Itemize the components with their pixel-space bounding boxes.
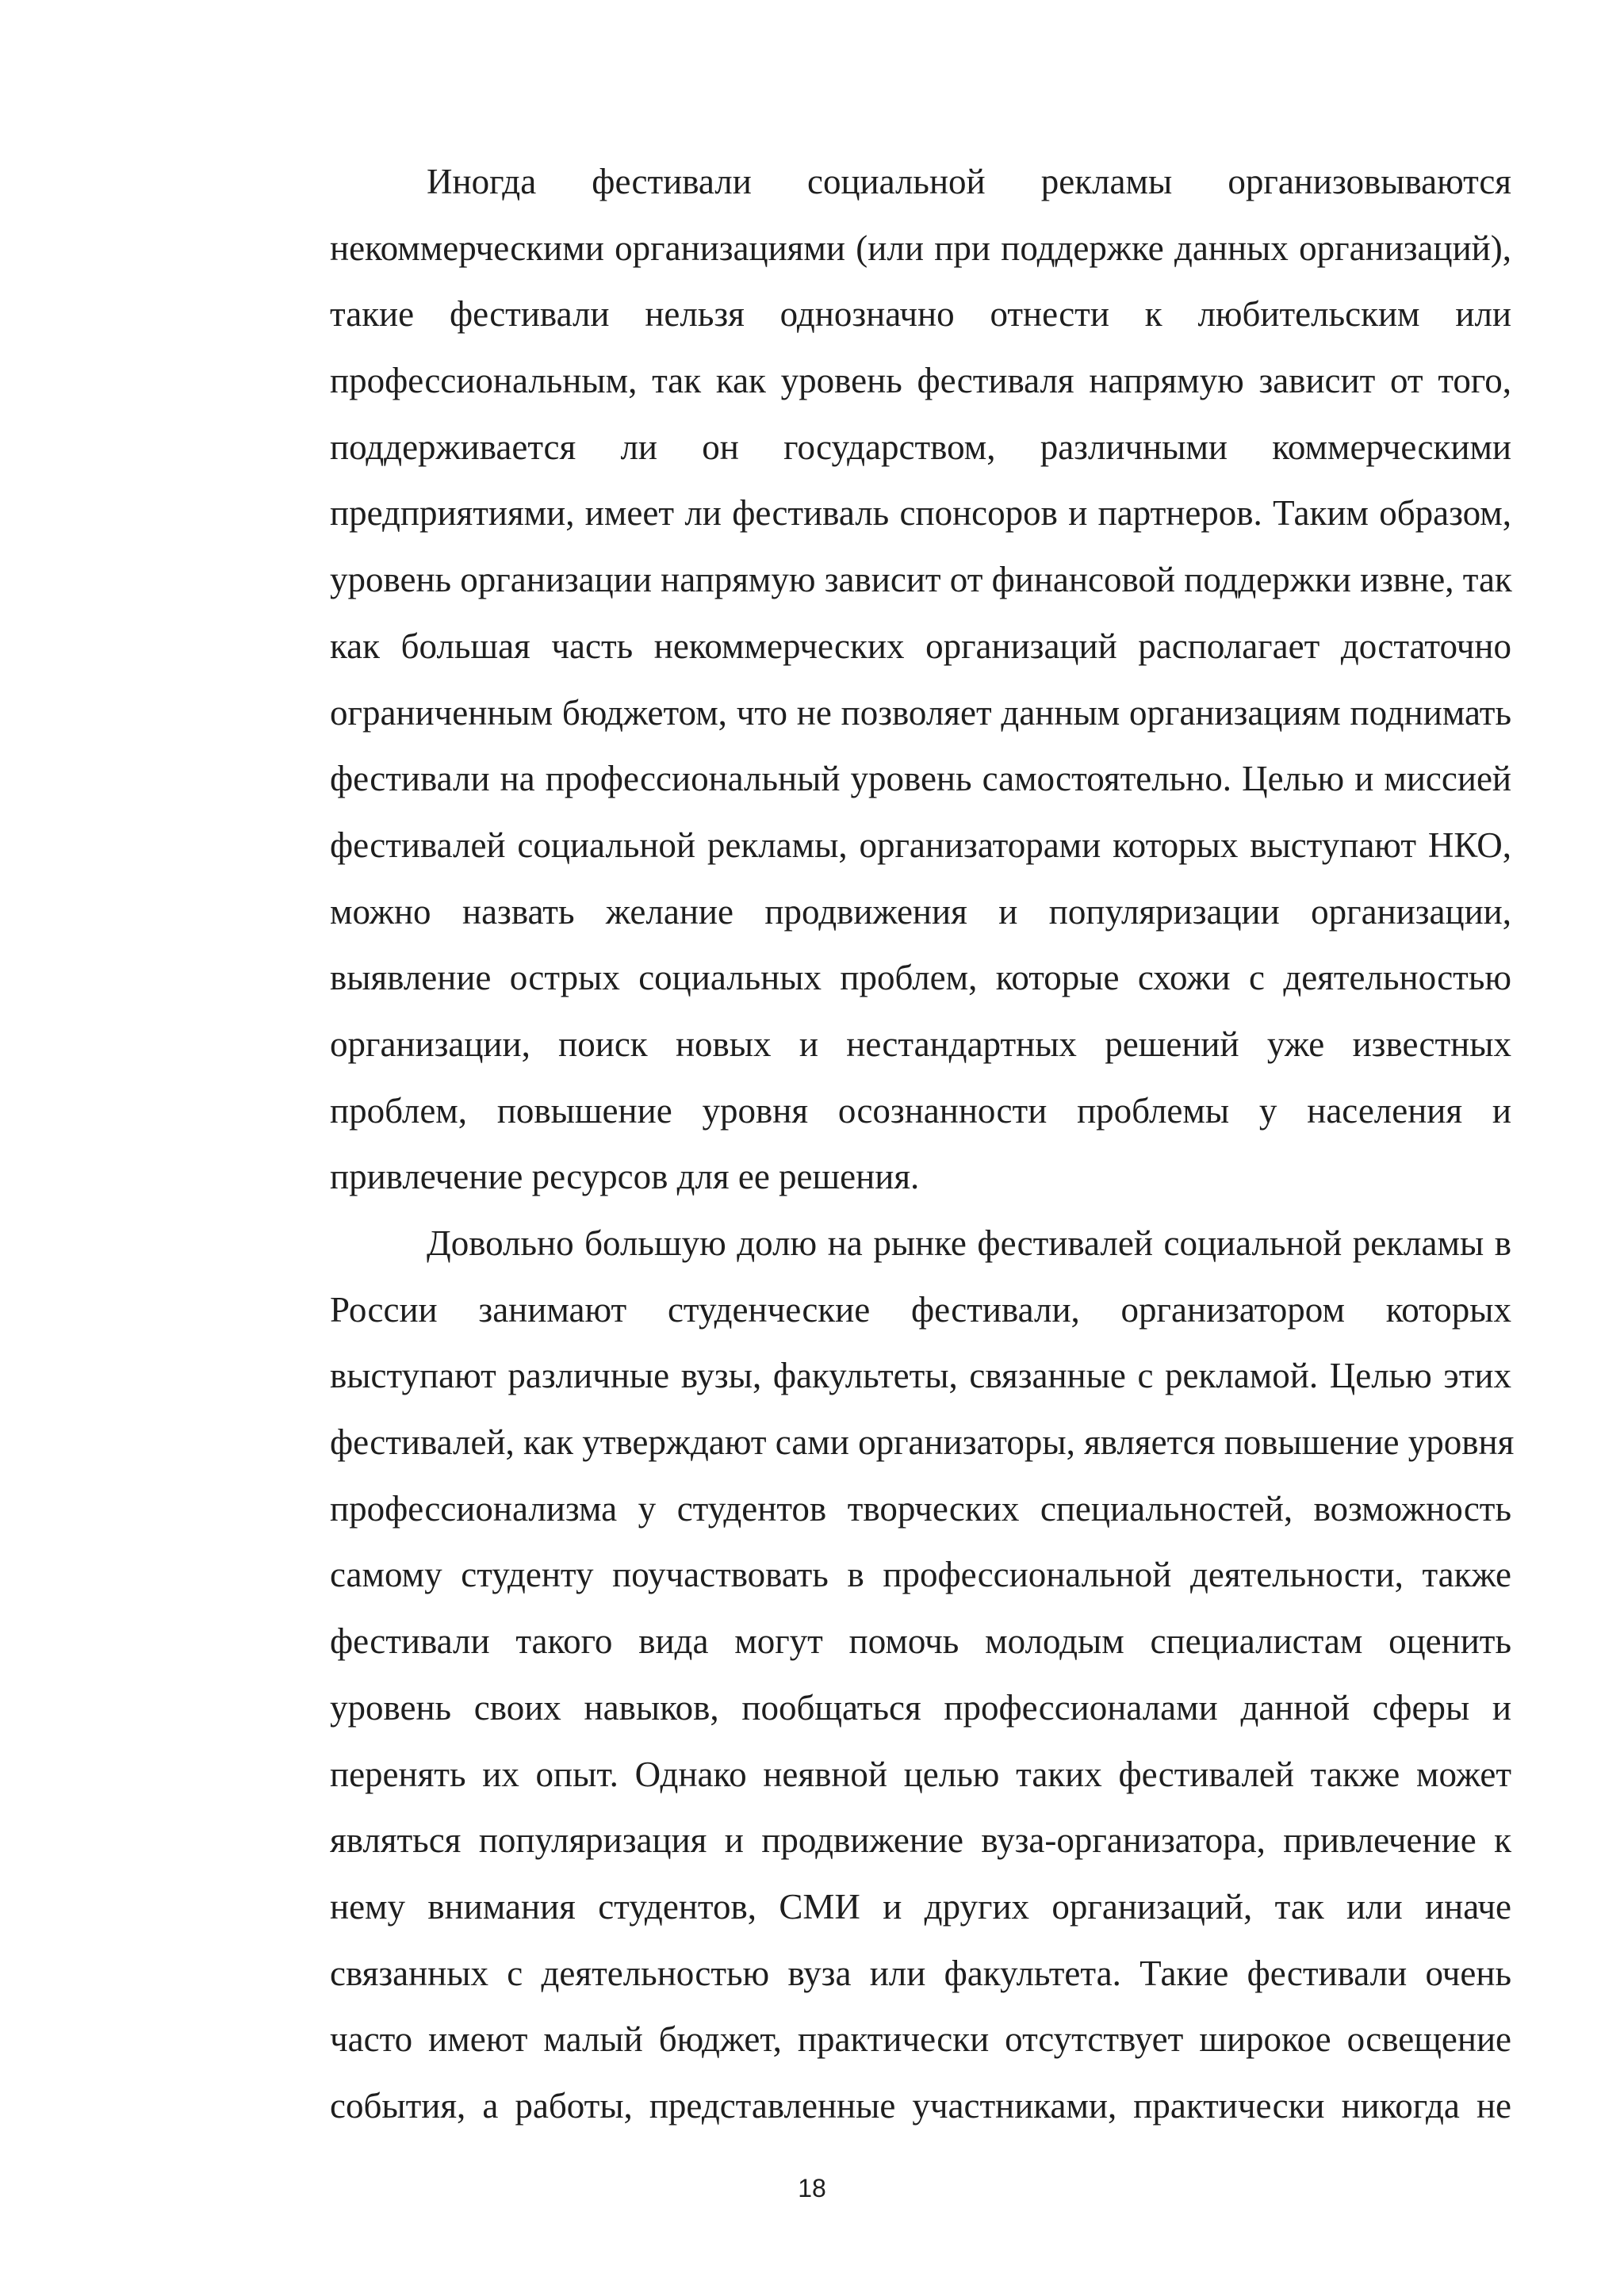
paragraph-2 — [233, 1211, 1515, 2140]
text-line: являться популяризация и продвижение вуза-организатора, привлечение к — [330, 1820, 1511, 1861]
paragraph-1 — [233, 149, 1511, 1211]
text-line: России занимают студенческие фестивали, организатором которых — [330, 1289, 1511, 1330]
text-line: уровень своих навыков, пообщаться профессионалами данной сферы и — [330, 1687, 1511, 1728]
text-line: поддерживается ли он государством, различными коммерческими — [330, 427, 1511, 467]
text-line: Иногда фестивали социальной рекламы организовываются — [427, 162, 1511, 201]
body-text — [233, 149, 1515, 2140]
text-line: нему внимания студентов, СМИ и других организаций, так или иначе — [330, 1886, 1511, 1927]
text-line: предприятиями, имеет ли фестиваль спонсоров и партнеров. Таким образом, — [330, 493, 1511, 534]
text-line: фестивалей, как утверждают сами организаторы, является повышение уровня — [330, 1422, 1515, 1463]
text-line: Довольно большую долю на рынке фестивалей социальной рекламы в — [427, 1223, 1511, 1263]
text-line: ограниченным бюджетом, что не позволяет данным организациям поднимать — [330, 692, 1511, 733]
text-line: выступают различные вузы, факультеты, связанные с рекламой. Целью этих — [330, 1356, 1511, 1396]
page-number: 18 — [798, 2174, 826, 2202]
text-line: часто имеют малый бюджет, практически отсутствует широкое освещение — [330, 2019, 1511, 2060]
text-line: можно назвать желание продвижения и популяризации организации, — [330, 891, 1511, 932]
text-line: события, а работы, представленные участниками, практически никогда не — [330, 2085, 1511, 2126]
text-line: фестивали такого вида могут помочь молодым специалистам оценить — [330, 1621, 1511, 1662]
text-line: фестивалей социальной рекламы, организаторами которых выступают НКО, — [330, 825, 1511, 865]
text-line: перенять их опыт. Однако неявной целью таких фестивалей также может — [330, 1754, 1511, 1794]
text-line: проблем, повышение уровня осознанности проблемы у населения и — [330, 1090, 1511, 1131]
text-line: профессионализма у студентов творческих специальностей, возможность — [330, 1488, 1511, 1529]
text-line: самому студенту поучаствовать в профессиональной деятельности, также — [330, 1555, 1511, 1595]
text-line: как большая часть некоммерческих организаций располагает достаточно — [330, 626, 1511, 666]
text-line: профессиональным, так как уровень фестиваля напрямую зависит от того, — [330, 361, 1511, 401]
text-line: выявление острых социальных проблем, которые схожи с деятельностью — [330, 958, 1511, 998]
text-line: фестивали на профессиональный уровень самостоятельно. Целью и миссией — [330, 759, 1511, 799]
text-line: уровень организации напрямую зависит от финансовой поддержки извне, так — [330, 560, 1512, 600]
text-line: некоммерческими организациями (или при поддержке данных организаций), — [330, 228, 1511, 268]
text-line: организации, поиск новых и нестандартных решений уже известных — [330, 1024, 1511, 1064]
text-line: связанных с деятельностью вуза или факультета. Такие фестивали очень — [330, 1953, 1511, 1993]
text-line: такие фестивали нельзя однозначно отнести к любительским или — [330, 294, 1511, 335]
text-line: привлечение ресурсов для ее решения. — [330, 1157, 920, 1197]
